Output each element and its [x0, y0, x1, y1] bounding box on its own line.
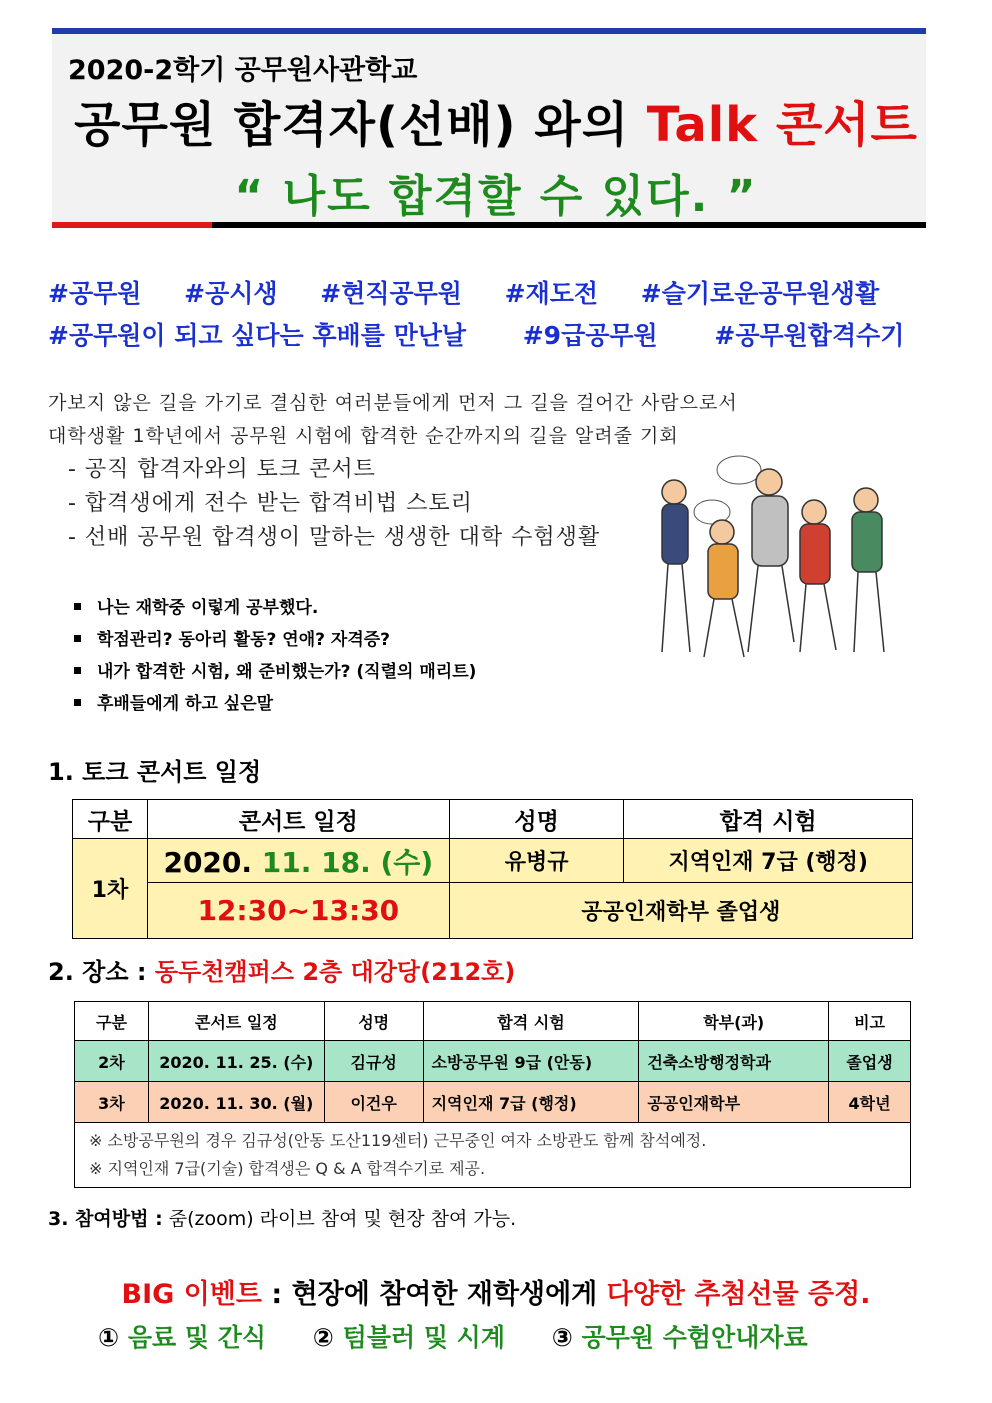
table-header-row — [75, 1002, 911, 1041]
note-line: ※ 지역인재 7급(기술) 합격생은 Q & A 합격수기로 제공. — [89, 1159, 486, 1178]
gift-item: ③ 공무원 수험안내자료 — [551, 1323, 808, 1352]
gift-item: ② 텀블러 및 시계 — [312, 1323, 505, 1352]
hashtag: #공무원이 되고 싶다는 후배를 만난날 — [48, 321, 467, 350]
name-cell: 유병규 — [449, 839, 624, 883]
gift-list — [98, 1318, 846, 1354]
intro-line: 가보지 않은 길을 가기로 결심한 여러분들에게 먼저 그 길을 걸어간 사람으로서 — [48, 392, 738, 414]
table-row — [75, 1082, 911, 1123]
table-header-cell: 콘서트 일정 — [148, 1002, 324, 1041]
section-title-schedule: 1. 토크 콘서트 일정 — [48, 758, 262, 786]
table-cell: 4학년 — [829, 1082, 911, 1123]
hashtag: #9급공무원 — [522, 321, 658, 350]
table-header-cell: 비고 — [829, 1002, 911, 1041]
table-cell: 건축소방행정학과 — [639, 1041, 829, 1082]
celebrating-students-illustration — [644, 452, 898, 668]
gift-item: ① 음료 및 간식 — [98, 1323, 267, 1352]
schedule-table-more — [74, 1001, 911, 1188]
table-cell: 이건우 — [324, 1082, 423, 1123]
hashtag: #공무원합격수기 — [714, 321, 905, 350]
table-cell: 지역인재 7급 (행정) — [423, 1082, 639, 1123]
dept-cell: 공공인재학부 졸업생 — [449, 883, 912, 939]
feature-item: - 선배 공무원 합격생이 말하는 생생한 대학 수험생활 — [68, 525, 601, 550]
table-header-cell: 구분 — [73, 800, 148, 839]
hashtags-row-1 — [48, 274, 913, 310]
round-cell: 1차 — [73, 839, 148, 939]
bullet-item: 학점관리? 동아리 활동? 연애? 자격증? — [74, 625, 390, 650]
table-header-row — [73, 800, 913, 839]
table-cell: 2020. 11. 25. (수) — [148, 1041, 324, 1082]
exam-cell: 지역인재 7급 (행정) — [624, 839, 913, 883]
header-subtitle: 2020-2학기 공무원사관학교 — [68, 55, 418, 86]
table-header-cell: 성명 — [324, 1002, 423, 1041]
table-header-cell: 학부(과) — [639, 1002, 829, 1041]
date-cell: 2020. 11. 18. (수) — [147, 839, 449, 883]
feature-item: - 공직 합격자와의 토크 콘서트 — [68, 457, 376, 482]
table-cell: 공공인재학부 — [639, 1082, 829, 1123]
feature-item: - 합격생에게 전수 받는 합격비법 스토리 — [68, 491, 473, 516]
slogan: “ 나도 합격할 수 있다. ” — [234, 171, 758, 222]
bullet-item: 후배들에게 하고 싶은말 — [74, 689, 273, 714]
table-row — [75, 1041, 911, 1082]
table-cell: 3차 — [75, 1082, 149, 1123]
table-cell: 김규성 — [324, 1041, 423, 1082]
table-header-cell: 콘서트 일정 — [147, 800, 449, 839]
section-title-location: 2. 장소 : 동두천캠퍼스 2층 대강당(212호) — [48, 958, 516, 986]
table-cell: 졸업생 — [829, 1041, 911, 1082]
table-cell: 소방공무원 9급 (안동) — [423, 1041, 639, 1082]
table-cell: 2020. 11. 30. (월) — [148, 1082, 324, 1123]
bullet-item: 내가 합격한 시험, 왜 준비했는가? (직렬의 매리트) — [74, 657, 476, 682]
bullet-item: 나는 재학중 이렇게 공부했다. — [74, 593, 318, 618]
table-note-row — [75, 1123, 911, 1188]
hashtags-row-2 — [48, 316, 938, 352]
table-cell: 2차 — [75, 1041, 149, 1082]
table-notes — [75, 1123, 911, 1188]
time-cell: 12:30~13:30 — [147, 883, 449, 939]
schedule-table-main — [72, 799, 913, 939]
intro-line: 대학생활 1학년에서 공무원 시험에 합격한 순간까지의 길을 알려줄 기회 — [48, 425, 679, 447]
table-row — [73, 839, 913, 883]
hashtag: #공시생 — [184, 279, 278, 308]
big-event-line: BIG 이벤트 : 현장에 참여한 재학생에게 다양한 추첨선물 증정. — [121, 1279, 871, 1310]
table-header-cell: 합격 시험 — [423, 1002, 639, 1041]
table-header-cell: 구분 — [75, 1002, 149, 1041]
hashtag: #현직공무원 — [320, 279, 462, 308]
note-line: ※ 소방공무원의 경우 김규성(안동 도산119센터) 근무중인 여자 소방관도 함께 참석예정. — [89, 1131, 707, 1150]
hashtag: #재도전 — [504, 279, 599, 308]
hashtag: #공무원 — [48, 279, 142, 308]
page-title: 공무원 합격자(선배) 와의 Talk 콘서트 — [74, 97, 918, 153]
hashtag: #슬기로운공무원생활 — [640, 279, 880, 308]
table-header-cell: 성명 — [449, 800, 624, 839]
participation-method: 3. 참여방법 : 줌(zoom) 라이브 참여 및 현장 참여 가능. — [48, 1208, 517, 1230]
table-row — [73, 883, 913, 939]
table-header-cell: 합격 시험 — [624, 800, 913, 839]
